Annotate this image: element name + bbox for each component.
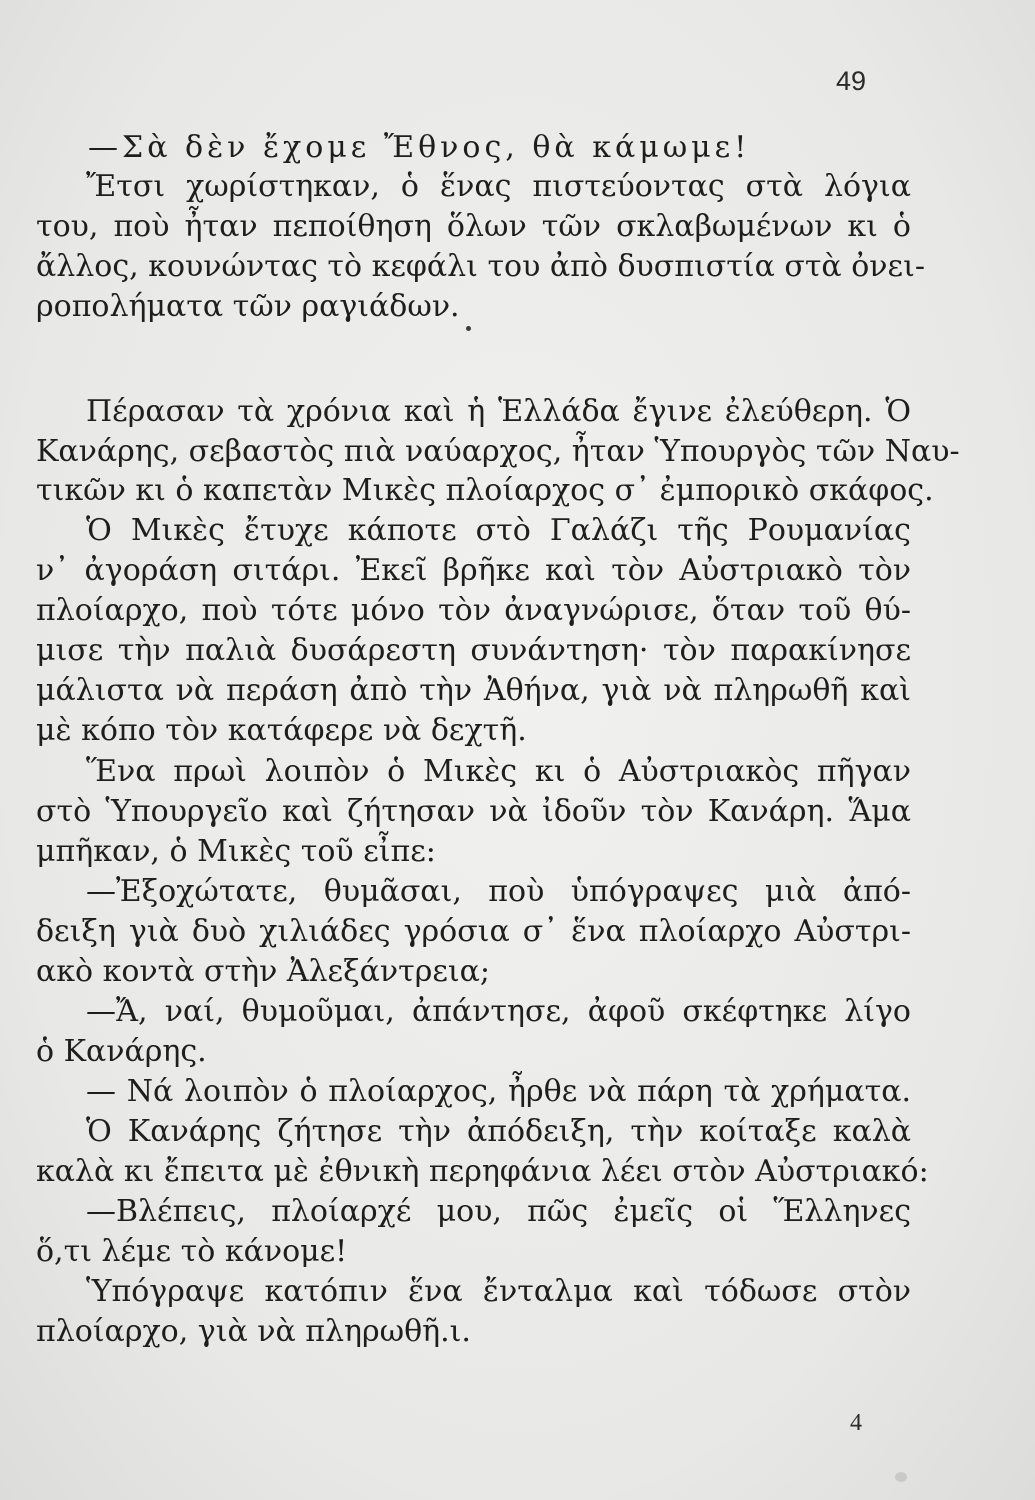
- text-line: Ἔτσι χωρίστηκαν, ὁ ἕνας πιστεύοντας στὰ λόγια: [86, 169, 911, 204]
- text-line: —Ἄ, ναί, θυμοῦμαι, ἀπάντησε, ἀφοῦ σκέφτηκε λίγο: [86, 994, 911, 1029]
- text-line: Ὑπόγραψε κατόπιν ἕνα ἔνταλμα καὶ τόδωσε στὸν: [86, 1274, 911, 1309]
- text-line: — Νά λοιπὸν ὁ πλοίαρχος, ἦρθε νὰ πάρη τὰ χρήματα.: [86, 1074, 911, 1109]
- text-line: του, ποὺ ἦταν πεποίθηση ὅλων τῶν σκλαβωμένων κι ὁ: [36, 209, 911, 244]
- text-line: Κανάρης, σεβαστὸς πιὰ ναύαρχος, ἦταν Ὑπουργὸς τῶν Ναυ-: [36, 434, 960, 469]
- text-line: —Ἐξοχώτατε, θυμᾶσαι, ποὺ ὑπόγραψες μιὰ ἀπό-: [86, 874, 911, 909]
- text-line: ἄλλος, κουνώντας τὸ κεφάλι του ἀπὸ δυσπιστία στὰ ὀνει-: [36, 249, 925, 284]
- text-line: δειξη γιὰ δυὸ χιλιάδες γρόσια σ᾽ ἕνα πλοίαρχο Αὐστρι-: [36, 914, 911, 949]
- text-line: μάλιστα νὰ περάση ἀπὸ τὴν Ἀθήνα, γιὰ νὰ πληρωθῆ καὶ: [36, 673, 911, 708]
- text-line: —Σὰ δὲν ἔχομε Ἔθνος, θὰ κάμωμε!: [88, 130, 751, 165]
- text-line: ὅ,τι λέμε τὸ κάνομε!: [36, 1234, 348, 1269]
- text-line: μπῆκαν, ὁ Μικὲς τοῦ εἶπε:: [36, 834, 436, 869]
- text-line: τικῶν κι ὁ καπετὰν Μικὲς πλοίαρχος σ᾽ ἐμπορικὸ σκάφος.: [36, 473, 934, 508]
- text-line: πλοίαρχο, ποὺ τότε μόνο τὸν ἀναγνώρισε, ὅταν τοῦ θύ-: [36, 593, 911, 628]
- text-line: ροπολήματα τῶν ραγιάδων.: [36, 289, 460, 324]
- text-line: στὸ Ὑπουργεῖο καὶ ζήτησαν νὰ ἰδοῦν τὸν Κανάρη. Ἅμα: [36, 794, 911, 829]
- text-line: Ἕνα πρωὶ λοιπὸν ὁ Μικὲς κι ὁ Αὐστριακὸς πῆγαν: [86, 754, 911, 789]
- page-number: 49: [836, 66, 867, 96]
- signature-mark: 4: [850, 1410, 862, 1436]
- text-line: Ὁ Μικὲς ἔτυχε κάποτε στὸ Γαλάζι τῆς Ρουμανίας: [86, 513, 911, 548]
- text-line: καλὰ κι ἔπειτα μὲ ἐθνικὴ περηφάνια λέει στὸν Αὐστριακό:: [36, 1154, 929, 1189]
- text-line: ν᾽ ἀγοράση σιτάρι. Ἐκεῖ βρῆκε καὶ τὸν Αὐστριακὸ τὸν: [36, 553, 911, 588]
- text-line: μισε τὴν παλιὰ δυσάρεστη συνάντηση· τὸν παρακίνησε: [36, 633, 911, 668]
- text-line: Ὁ Κανάρης ζήτησε τὴν ἀπόδειξη, τὴν κοίταξε καλὰ: [86, 1114, 911, 1149]
- ink-dot: [466, 326, 471, 331]
- text-line: —Βλέπεις, πλοίαρχέ μου, πῶς ἐμεῖς οἱ Ἕλληνες: [86, 1194, 911, 1229]
- text-line: μὲ κόπο τὸν κατάφερε νὰ δεχτῆ.: [36, 713, 527, 748]
- paper-speck: [895, 1472, 907, 1482]
- text-line: ακὸ κοντὰ στὴν Ἀλεξάντρεια;: [36, 954, 491, 989]
- text-line: ὁ Κανάρης.: [36, 1034, 207, 1069]
- text-line: πλοίαρχο, γιὰ νὰ πληρωθῆ.ι.: [36, 1314, 471, 1349]
- text-line: Πέρασαν τὰ χρόνια καὶ ἡ Ἑλλάδα ἔγινε ἐλεύθερη. Ὁ: [86, 394, 911, 429]
